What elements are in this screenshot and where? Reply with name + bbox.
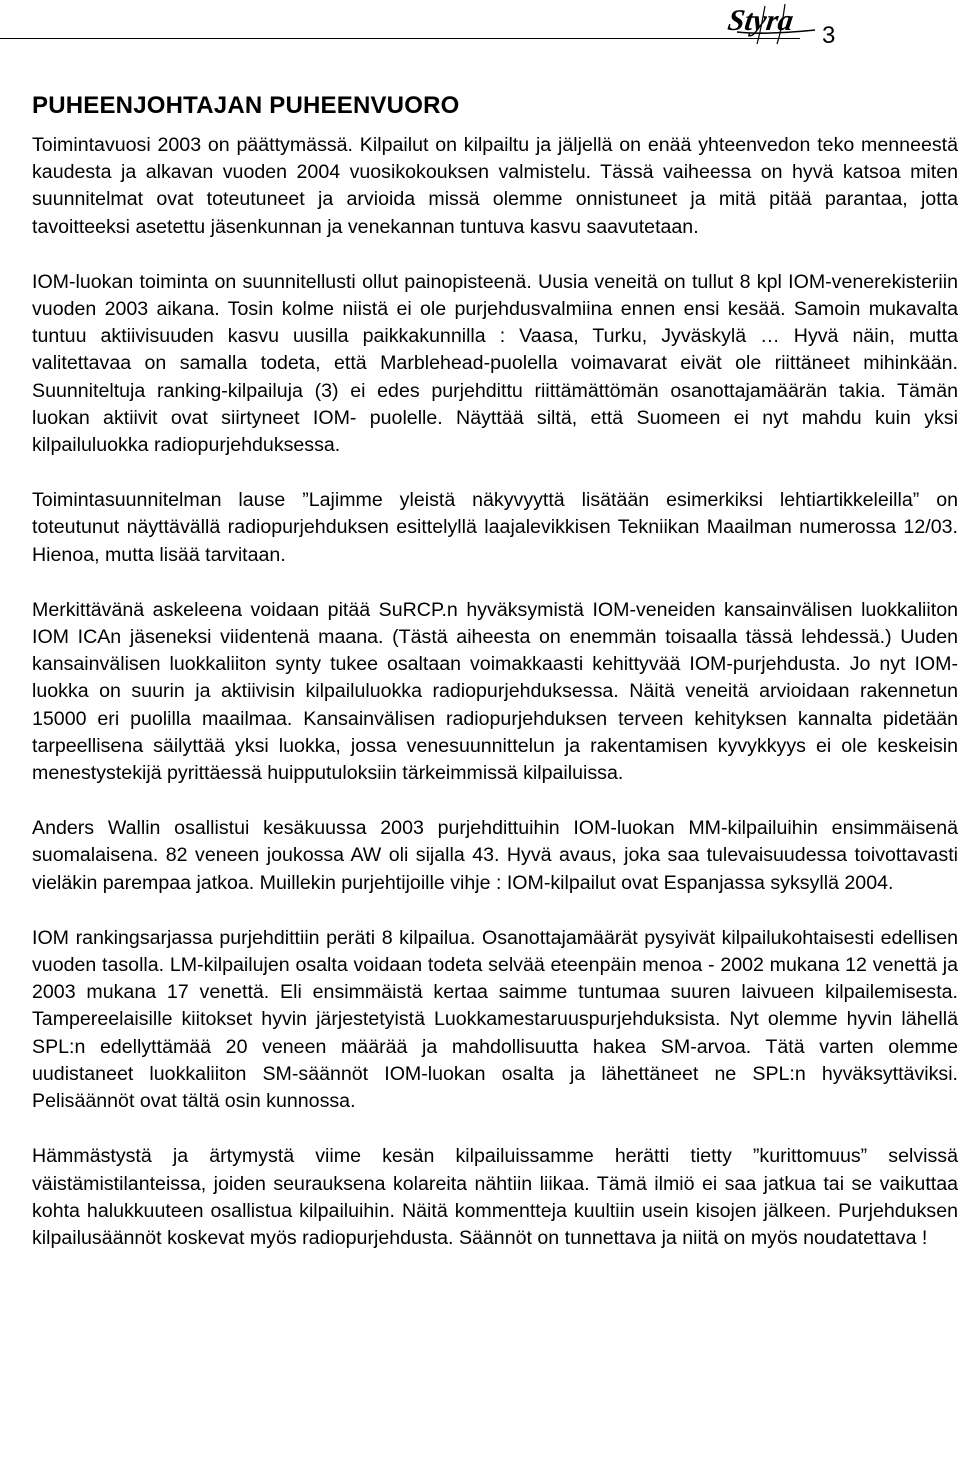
svg-text:Styra: Styra [725, 3, 796, 37]
article-title: PUHEENJOHTAJAN PUHEENVUORO [32, 92, 460, 119]
paragraph-3: Toimintasuunnitelman lause ”Lajimme yleistä näkyvyyttä lisätään esimerkiksi lehtiartikkeleilla” on toteutunut näyttävällä radiopurjehduksen esittelyllä laajalevikkisen Tekniikan Maailman numerossa 12/03. Hienoa, mutta lisää tarvitaan. [32, 489, 958, 566]
styra-logo [725, 0, 825, 46]
article [32, 88, 958, 1280]
header-rule [0, 38, 800, 39]
paragraph-7: Hämmästystä ja ärtymystä viime kesän kilpailuissamme herätti tietty ”kurittomuus” selvissä väistämistilanteissa, joiden seurauksena kolareita nähtiin liikaa. Tämä ilmiö ei saa jatkua tai se vaikuttaa kohta halukkuuteen osallistua kilpailuihin. Näitä kommentteja kuultiin usein kisojen jälkeen. Purjehduksen kilpailusäännöt koskevat myös radiopurjehdusta. Säännöt on tunnettava ja niitä on myös noudatettava ! [32, 1145, 958, 1249]
paragraph-5: Anders Wallin osallistui kesäkuussa 2003 purjehdittuihin IOM-luokan MM-kilpailuihin ensimmäisenä suomalaisena. 82 veneen joukossa AW oli sijalla 43. Hyvä avaus, joka saa tulevaisuudessa toivottavasti vieläkin parempaa jatkoa. Muillekin purjehtijoille vihje : IOM-kilpailut ovat Espanjassa syksyllä 2004. [32, 817, 958, 894]
page-number: 3 [822, 22, 836, 49]
paragraph-6: IOM rankingsarjassa purjehdittiin peräti 8 kilpailua. Osanottajamäärät pysyivät kilpailukohtaisesti edellisen vuoden tasolla. LM-kilpailujen osalta voidaan todeta selvää eteenpäin menoa - 2002 mukana 12 venettä ja 2003 mukana 17 venettä. Eli ensimmäistä kertaa saimme tuntumaa suuren laivueen kilpailemisesta. Tampereelaisille kiitokset hyvin järjestetyistä Luokkamestaruuspurjehduksista. Nyt olemme hyvin lähellä SPL:n edellyttämää 20 veneen määrää ja mahdollisuutta hakea SM-arvoa. Tätä varten olemme uudistaneet luokkaliiton SM-säännöt IOM-luokan osalta ja lähettäneet ne SPL:n hyväksyttäviksi. Pelisäännöt ovat tältä osin kunnossa. [32, 926, 958, 1113]
paragraph-1: Toimintavuosi 2003 on päättymässä. Kilpailut on kilpailtu ja jäljellä on enää yhteenvedon teko menneestä kaudesta ja alkavan vuoden 2004 vuosikokouksen valmistelu. Tässä vaiheessa on hyvä katsoa miten suunnitelmat ovat toteutuneet ja arvioida missä olemme onnistuneet ja mitä pitää parantaa, jotta tavoitteeksi asetettu jäsenkunnan ja venekannan tuntuva kasvu saavutetaan. [32, 134, 958, 238]
paragraph-2: IOM-luokan toiminta on suunnitellusti ollut painopisteenä. Uusia veneitä on tullut 8 kpl IOM-venerekisteriin vuoden 2003 aikana. Tosin kolme niistä ei ole purjehdusvalmiina ennen ensi kesää. Samoin mukavalta tuntuu aktiivisuuden kasvu uusilla paikkakunnilla : Vaasa, Turku, Jyväskylä … Hyvä näin, mutta valitettavaa on samalla todeta, että Marblehead-puolella voimavarat eivät ole riittäneet mihinkään. Suunniteltuja ranking-kilpailuja (3) ei edes purjehdittu riittämättömän osanottajamäärän takia. Tämän luokan aktiivit ovat siirtyneet IOM- puolelle. Näyttää siltä, että Suomeen ei nyt mahdu kuin yksi kilpailuluokka radiopurjehduksessa. [32, 270, 958, 457]
paragraph-4: Merkittävänä askeleena voidaan pitää SuRCP.n hyväksymistä IOM-veneiden kansainvälisen luokkaliiton IOM ICAn jäseneksi viidentenä maana. (Tästä aiheesta on enemmän toisaalla tässä lehdessä.) Uuden kansainvälisen luokkaliiton synty tukee osaltaan voimakkaasti kehittyvää IOM-purjehdusta. Jo nyt IOM-luokka on suurin ja aktiivisin kilpailuluokka radiopurjehduksessa. Näitä veneitä arvioidaan rakennetun 15000 eri puolilla maailmaa. Kansainvälisen radiopurjehduksen terveen kehityksen kannalta pidetään tarpeellisena säilyttää yksi luokka, jossa venesuunnittelun ja rakentamisen kyvykkyys ei ole keskeisin menestystekijä pyrittäessä huipputuloksiin tärkeimmissä kilpailuissa. [32, 598, 958, 785]
